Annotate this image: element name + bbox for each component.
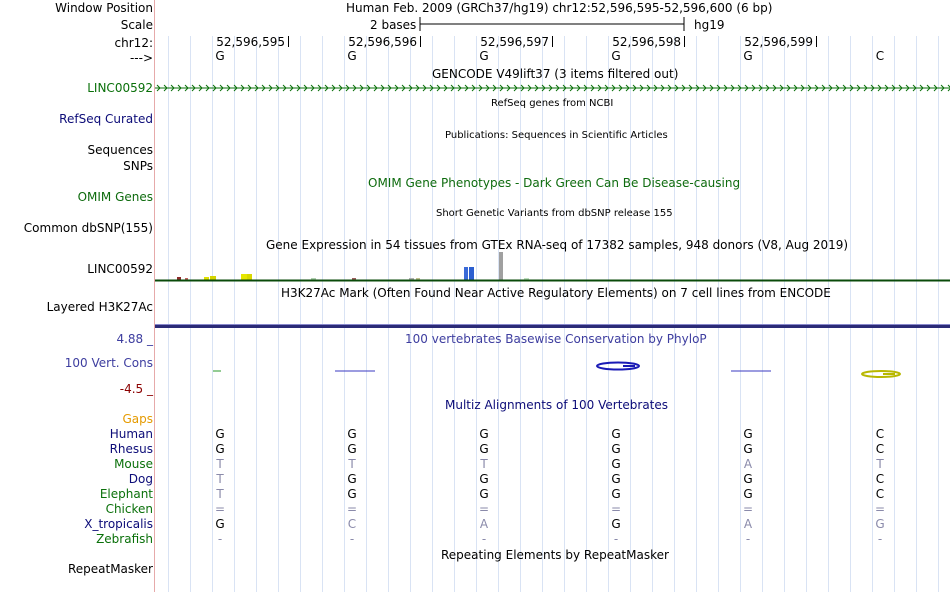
alignment-base: = <box>478 502 490 516</box>
species-label[interactable]: Zebrafish <box>96 532 153 546</box>
guide-line <box>564 36 565 592</box>
alignment-base: C <box>875 472 885 486</box>
species-label[interactable]: Human <box>109 427 153 441</box>
guide-line <box>674 36 675 592</box>
reference-base: C <box>875 49 885 63</box>
ruler-position-label: 52,596,597 <box>480 35 549 49</box>
snps-label[interactable]: SNPs <box>123 159 153 173</box>
guide-line <box>432 36 433 592</box>
species-label[interactable]: Dog <box>128 472 153 486</box>
guide-line <box>366 36 367 592</box>
guide-line <box>652 36 653 592</box>
alignment-base: G <box>347 487 357 501</box>
phylop-max-value: 4.88 _ <box>116 332 153 346</box>
phylop-conservation-logo[interactable] <box>155 360 950 382</box>
repeatmasker-label[interactable]: RepeatMasker <box>67 562 153 576</box>
guide-line <box>410 36 411 592</box>
alignment-base: G <box>215 427 225 441</box>
alignment-base: G <box>743 472 753 486</box>
species-label[interactable]: Mouse <box>114 457 153 471</box>
alignment-base: C <box>875 487 885 501</box>
guide-line <box>300 36 301 592</box>
repeatmasker-track-title[interactable]: Repeating Elements by RepeatMasker <box>441 548 669 562</box>
guide-line <box>630 36 631 592</box>
ruler-tick <box>684 36 685 47</box>
reference-base: G <box>479 49 489 63</box>
sequences-label[interactable]: Sequences <box>87 143 153 157</box>
alignment-base: G <box>215 517 225 531</box>
guide-line <box>256 36 257 592</box>
reference-base: G <box>611 49 621 63</box>
alignment-base: G <box>875 517 885 531</box>
h3k27ac-label[interactable]: Layered H3K27Ac <box>46 300 153 314</box>
refseq-label[interactable]: RefSeq Curated <box>59 112 153 126</box>
guide-line <box>278 36 279 592</box>
gtex-expression-bars[interactable] <box>155 250 950 282</box>
window-position-label: Window Position <box>55 1 153 15</box>
alignment-base: C <box>875 442 885 456</box>
alignment-base: A <box>743 457 753 471</box>
alignment-base: G <box>479 487 489 501</box>
guide-line <box>520 36 521 592</box>
reference-base: G <box>743 49 753 63</box>
alignment-base: G <box>347 442 357 456</box>
omim-track-title[interactable]: OMIM Gene Phenotypes - Dark Green Can Be Disease-causing <box>368 176 741 190</box>
alignment-base: T <box>216 472 224 486</box>
alignment-base: C <box>347 517 357 531</box>
alignment-base: G <box>611 457 621 471</box>
species-label[interactable]: Elephant <box>99 487 153 501</box>
alignment-base: G <box>215 442 225 456</box>
alignment-base: - <box>877 532 883 546</box>
scale-assembly: hg19 <box>694 18 725 32</box>
guide-line <box>542 36 543 592</box>
guide-line <box>388 36 389 592</box>
scale-bar <box>0 0 950 40</box>
guide-line <box>850 36 851 592</box>
gtex-label[interactable]: LINC00592 <box>87 262 153 276</box>
phylop-track-title[interactable]: 100 vertebrates Basewise Conservation by PhyloP <box>405 332 707 346</box>
scale-bases: 2 bases <box>370 18 417 32</box>
guide-line <box>696 36 697 592</box>
alignment-base: - <box>745 532 751 546</box>
ruler-tick <box>288 36 289 47</box>
alignment-base: G <box>611 487 621 501</box>
species-label[interactable]: X_tropicalis <box>84 517 153 531</box>
h3k27ac-track-title[interactable]: H3K27Ac Mark (Often Found Near Active Regulatory Elements) on 7 cell lines from ENCODE <box>281 286 831 300</box>
omim-label[interactable]: OMIM Genes <box>77 190 153 204</box>
ruler-position-label: 52,596,598 <box>612 35 681 49</box>
alignment-base: = <box>610 502 622 516</box>
alignment-base: G <box>479 472 489 486</box>
alignment-base: T <box>876 457 884 471</box>
guide-line <box>190 36 191 592</box>
guide-line <box>806 36 807 592</box>
alignment-base: = <box>742 502 754 516</box>
phylop-label[interactable]: 100 Vert. Cons <box>64 356 153 370</box>
alignment-base: G <box>743 442 753 456</box>
multiz-track-title-text[interactable]: Multiz Alignments of 100 Vertebrates <box>445 398 669 412</box>
ruler-position-label: 52,596,596 <box>348 35 417 49</box>
guide-line <box>322 36 323 592</box>
ruler-tick <box>552 36 553 47</box>
alignment-base: G <box>743 487 753 501</box>
gaps-label[interactable]: Gaps <box>122 412 153 426</box>
scale-label: Scale <box>120 18 153 32</box>
alignment-base: G <box>611 472 621 486</box>
alignment-base: = <box>874 502 886 516</box>
alignment-base: A <box>479 517 489 531</box>
refseq-track-title[interactable]: RefSeq genes from NCBI <box>491 98 614 109</box>
gencode-gene-label[interactable]: LINC00592 <box>87 81 153 95</box>
species-label[interactable]: Chicken <box>105 502 153 516</box>
ruler-tick <box>816 36 817 47</box>
alignment-base: G <box>479 442 489 456</box>
guide-line <box>168 36 169 592</box>
alignment-base: - <box>217 532 223 546</box>
alignment-base: = <box>214 502 226 516</box>
gtex-track-title[interactable]: Gene Expression in 54 tissues from GTEx RNA-seq of 17382 samples, 948 donors (V8, Aug 2019) <box>266 238 849 252</box>
alignment-base: G <box>347 472 357 486</box>
guide-line <box>762 36 763 592</box>
guide-line <box>894 36 895 592</box>
h3k27ac-signal-bar[interactable] <box>155 323 950 329</box>
alignment-base: T <box>216 457 224 471</box>
alignment-base: G <box>611 517 621 531</box>
alignment-base: - <box>481 532 487 546</box>
guide-line <box>718 36 719 592</box>
guide-line <box>828 36 829 592</box>
window-position-value: Human Feb. 2009 (GRCh37/hg19) chr12:52,596,595-52,596,600 (6 bp) <box>346 1 773 15</box>
guide-line <box>938 36 939 592</box>
alignment-base: A <box>743 517 753 531</box>
species-label[interactable]: Rhesus <box>109 442 153 456</box>
alignment-base: G <box>611 427 621 441</box>
alignment-base: T <box>216 487 224 501</box>
ruler-tick <box>420 36 421 47</box>
alignment-base: G <box>743 427 753 441</box>
dbsnp-label[interactable]: Common dbSNP(155) <box>23 221 153 235</box>
alignment-base: T <box>348 457 356 471</box>
alignment-base: - <box>613 532 619 546</box>
dbsnp-track-title[interactable]: Short Genetic Variants from dbSNP release 155 <box>436 208 673 219</box>
alignment-base: = <box>346 502 358 516</box>
gencode-track-title[interactable]: GENCODE V49lift37 (3 items filtered out) <box>432 67 679 81</box>
reference-base: G <box>215 49 225 63</box>
alignment-base: G <box>347 427 357 441</box>
guide-line <box>234 36 235 592</box>
alignment-base: T <box>480 457 488 471</box>
publications-track-title[interactable]: Publications: Sequences in Scientific Articles <box>445 130 668 141</box>
guide-line <box>454 36 455 592</box>
guide-line <box>586 36 587 592</box>
strand-label: ---> <box>129 51 153 65</box>
ruler-position-label: 52,596,599 <box>744 35 813 49</box>
guide-line <box>498 36 499 592</box>
reference-base: G <box>347 49 357 63</box>
guide-line <box>784 36 785 592</box>
alignment-base: C <box>875 427 885 441</box>
gencode-gene-feature[interactable] <box>155 82 950 94</box>
alignment-base: - <box>349 532 355 546</box>
phylop-min-value: -4.5 _ <box>119 382 153 396</box>
alignment-base: G <box>611 442 621 456</box>
alignment-base: G <box>479 427 489 441</box>
chrom-label: chr12: <box>114 36 153 50</box>
ruler-position-label: 52,596,595 <box>216 35 285 49</box>
guide-line <box>916 36 917 592</box>
